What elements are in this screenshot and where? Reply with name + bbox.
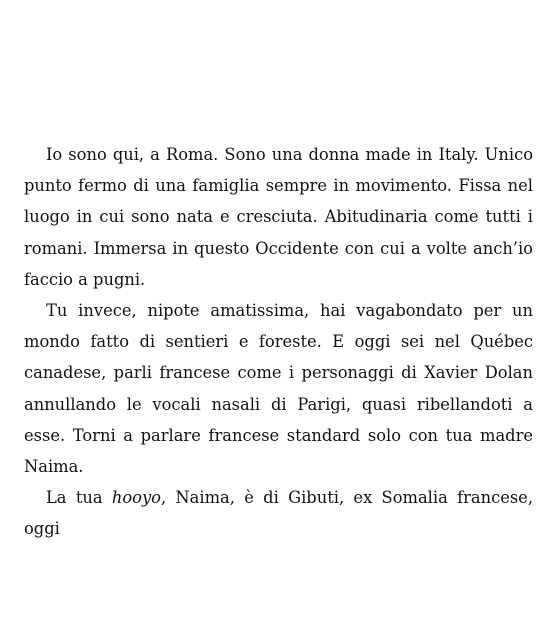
paragraph-text: La tua	[46, 488, 112, 508]
paragraph-text: , Naima, è di Gibuti, ex Somalia francese, oggi	[24, 488, 533, 539]
paragraph: Tu invece, nipote amatissima, hai vagabondato per un mondo fatto di sentieri e foreste. E oggi sei nel Québec canadese, parli francese come i personaggi di Xavier Dolan annullando le vocali nasali di Parigi, quasi ribellandoti a esse. Torni a parlare francese standard solo con tua madre Naima.	[24, 301, 533, 477]
italic-word: hooyo	[111, 488, 161, 508]
paragraph	[24, 482, 533, 544]
book-page-text	[24, 139, 533, 545]
paragraph: Io sono qui, a Roma. Sono una donna made in Italy. Unico punto fermo di una famiglia sempre in movimento. Fissa nel luogo in cui sono nata e cresciuta. Abitudinaria come tutti i romani. Immersa in questo Occidente con cui a volte anch’io faccio a pugni.	[24, 145, 533, 289]
